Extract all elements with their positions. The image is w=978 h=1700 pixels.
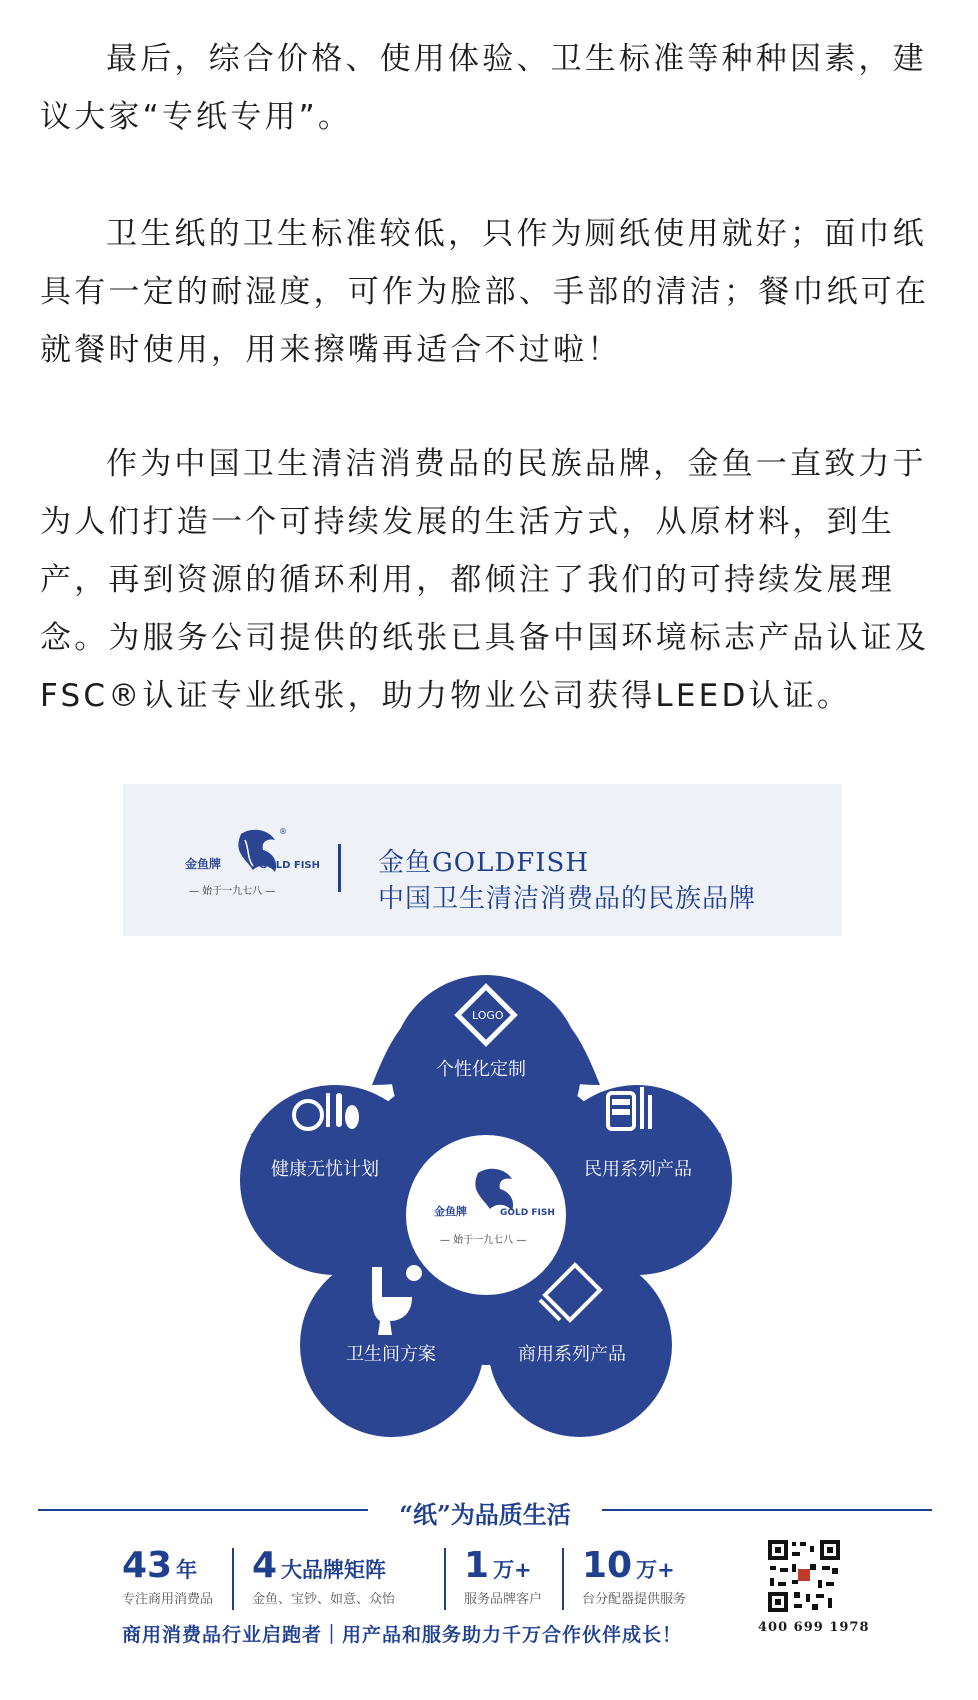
svg-text:®: ® — [279, 827, 287, 836]
banner-subtitle: 中国卫生清洁消费品的民族品牌 — [378, 884, 757, 914]
phone-number: 400 699 1978 — [758, 1620, 870, 1635]
petal-label-customization: 个性化定制 — [436, 1059, 526, 1080]
stat-brands-value: 4 — [252, 1545, 278, 1586]
stat-separator — [232, 1548, 234, 1610]
petal-label-household-products: 民用系列产品 — [584, 1159, 692, 1180]
center-logo-en: GOLD FISH — [500, 1208, 555, 1218]
stat-separator — [444, 1548, 446, 1610]
center-logo-cn: 金鱼牌 — [434, 1205, 467, 1218]
stat-years — [122, 1545, 213, 1607]
footer-tagline: 商用消费品行业启跑者｜用产品和服务助力千万合作伙伴成长！ — [122, 1624, 683, 1646]
petal-label-commercial-products: 商用系列产品 — [518, 1344, 626, 1365]
petal-label-restroom-solution: 卫生间方案 — [346, 1344, 436, 1365]
stat-separator — [562, 1548, 564, 1610]
petal-label-health-plan: 健康无忧计划 — [271, 1159, 379, 1180]
article-paragraph-3: 作为中国卫生清洁消费品的民族品牌，金鱼一直致力于为人们打造一个可持续发展的生活方式，从原材料，到生产，再到资源的循环利用，都倾注了我们的可持续发展理念。为服务公司提供的纸张已具备中国环境标志产品认证及FSC®认证专业纸张，助力物业公司获得LEED认证。 — [40, 446, 930, 714]
stat-years-desc: 专注商用消费品 — [122, 1592, 214, 1607]
stat-brands-unit: 大品牌矩阵 — [281, 1558, 387, 1582]
article-paragraph-2: 卫生纸的卫生标准较低，只作为厕纸使用就好；面巾纸具有一定的耐湿度，可作为脸部、手部的清洁；餐巾纸可在就餐时使用，用来擦嘴再适合不过啦！ — [40, 216, 930, 368]
center-since: — 始于一九七八 — — [440, 1235, 527, 1246]
slogan-text: “纸”为品质生活 — [385, 1500, 585, 1529]
goldfish-logo — [183, 824, 320, 904]
logo-cn-text: 金鱼牌 — [185, 857, 222, 871]
stat-brands — [252, 1545, 395, 1607]
stat-brands-desc: 金鱼、宝钞、如意、众怡 — [252, 1592, 396, 1607]
stat-clients-unit: 万+ — [493, 1558, 532, 1582]
stat-years-value: 43 — [122, 1545, 173, 1586]
stat-dispensers-desc: 台分配器提供服务 — [582, 1592, 687, 1607]
stat-clients — [464, 1545, 542, 1607]
logo-since-text: — 始于一九七八 — — [189, 886, 276, 897]
banner-title: 金鱼GOLDFISH — [378, 848, 589, 878]
stat-dispensers — [582, 1545, 686, 1607]
banner-divider — [338, 844, 341, 892]
qr-code[interactable] — [766, 1538, 842, 1614]
article-paragraph-1: 最后，综合价格、使用体验、卫生标准等种种因素，建议大家“专纸专用”。 — [40, 41, 927, 135]
logo-en-text: GOLD FISH — [259, 860, 320, 871]
stat-clients-value: 1 — [464, 1545, 490, 1586]
stat-years-unit: 年 — [176, 1558, 198, 1582]
slogan-row — [38, 1495, 932, 1529]
brand-banner — [123, 784, 842, 936]
stat-clients-desc: 服务品牌客户 — [464, 1592, 543, 1607]
stat-dispensers-value: 10 — [582, 1545, 633, 1586]
logo-icon-text: LOGO — [472, 1009, 504, 1022]
service-flower-diagram — [0, 975, 978, 1455]
stat-dispensers-unit: 万+ — [636, 1558, 675, 1582]
